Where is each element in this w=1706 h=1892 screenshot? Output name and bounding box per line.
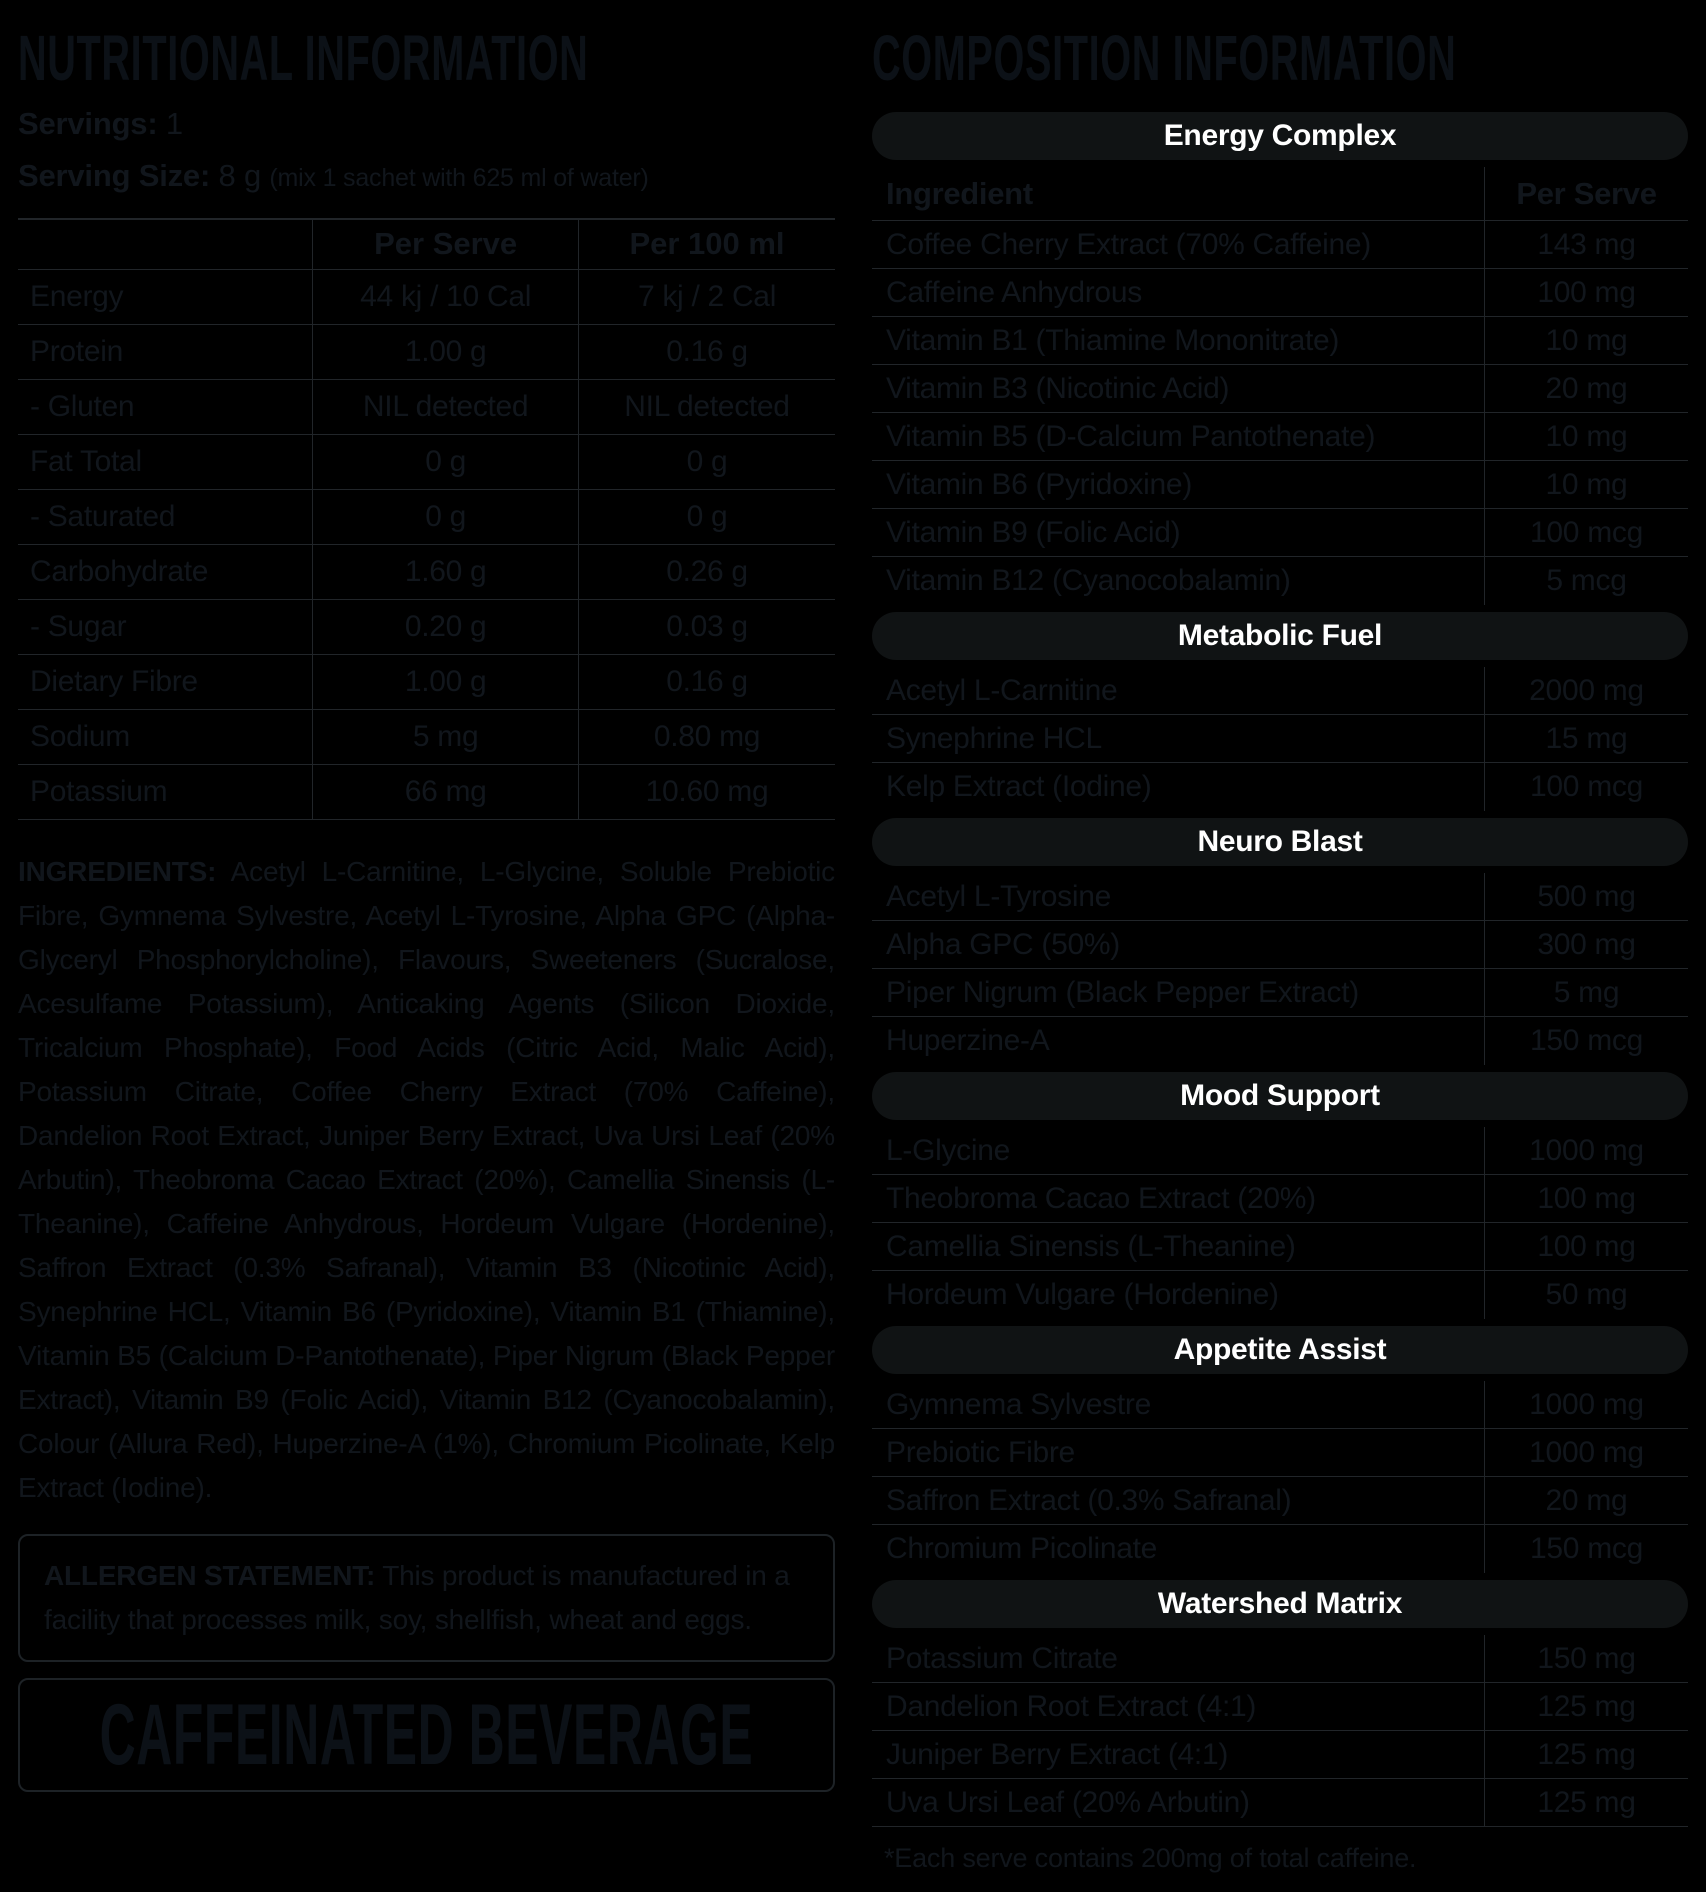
serving-size-label: Serving Size: — [18, 158, 211, 193]
nutrition-cell-label: Energy — [18, 269, 313, 324]
composition-row — [872, 969, 1688, 1017]
composition-col-per-serve: Per Serve — [1484, 167, 1688, 220]
composition-row — [872, 365, 1688, 413]
section-rows-neuro-blast — [872, 873, 1688, 1065]
nutrition-row — [18, 489, 835, 544]
composition-per-serve-value: 5 mg — [1484, 969, 1688, 1016]
composition-sections — [872, 112, 1688, 1827]
section-pill-label: Watershed Matrix — [1157, 1587, 1403, 1620]
servings-value: 1 — [165, 106, 183, 141]
composition-row — [872, 921, 1688, 969]
composition-ingredient-name: Coffee Cherry Extract (70% Caffeine) — [886, 227, 1371, 261]
nutrition-cell-per-serve: 0 g — [313, 434, 579, 489]
nutritional-information-title — [18, 22, 835, 94]
serving-size-note: (mix 1 sachet with 625 ml of water) — [269, 164, 649, 192]
composition-ingredient-name: Vitamin B6 (Pyridoxine) — [886, 467, 1193, 501]
composition-ingredient-name: Kelp Extract (Iodine) — [886, 770, 1152, 803]
composition-ingredient-name: Uva Ursi Leaf (20% Arbutin) — [886, 1785, 1250, 1819]
nutrition-row — [18, 379, 835, 434]
nutrition-cell-per-100ml: 0.16 g — [579, 654, 836, 709]
nutrition-row — [18, 654, 835, 709]
nutrition-cell-per-100ml: 7 kj / 2 Cal — [579, 269, 836, 324]
nutrition-row — [18, 764, 835, 819]
composition-per-serve-value: 50 mg — [1484, 1271, 1688, 1319]
allergen-statement-text: This product is manufactured in a facility that processes milk, soy, shellfish, wheat and eggs. — [44, 1559, 790, 1635]
nutrition-cell-per-serve: 1.60 g — [313, 544, 579, 599]
composition-row — [872, 1271, 1688, 1319]
composition-ingredient-name: L-Glycine — [886, 1133, 1011, 1167]
nutrition-cell-label: - Saturated — [18, 489, 313, 544]
composition-per-serve-value: 300 mg — [1484, 921, 1688, 968]
composition-row — [872, 1525, 1688, 1573]
nutrition-col-blank — [18, 219, 313, 269]
nutrition-cell-label: Protein — [18, 324, 313, 379]
composition-ingredient-name: Hordeum Vulgare (Hordenine) — [886, 1278, 1279, 1311]
composition-row — [872, 413, 1688, 461]
composition-per-serve-value: 100 mg — [1484, 1223, 1688, 1270]
nutrition-cell-label: Carbohydrate — [18, 544, 313, 599]
composition-per-serve-value: 5 mcg — [1484, 557, 1688, 605]
composition-row — [872, 1381, 1688, 1429]
composition-per-serve-value: 1000 mg — [1484, 1381, 1688, 1428]
composition-per-serve-value: 10 mg — [1484, 461, 1688, 508]
composition-per-serve-value: 10 mg — [1484, 413, 1688, 460]
composition-per-serve-value: 150 mcg — [1484, 1017, 1688, 1065]
nutrition-row — [18, 269, 835, 324]
section-pill-energy-complex — [872, 112, 1688, 160]
composition-table-header — [872, 167, 1688, 221]
nutrition-cell-per-serve: 0.20 g — [313, 599, 579, 654]
composition-ingredient-name: Juniper Berry Extract (4:1) — [886, 1737, 1229, 1771]
caffeine-footnote: *Each serve contains 200mg of total caffeine. — [884, 1843, 1417, 1873]
nutrition-cell-label: - Sugar — [18, 599, 313, 654]
composition-ingredient-name: Vitamin B3 (Nicotinic Acid) — [886, 371, 1230, 405]
nutrition-col-per-100ml: Per 100 ml — [579, 219, 836, 269]
nutrition-cell-per-100ml: 0.26 g — [579, 544, 836, 599]
nutrition-cell-per-100ml: 0.16 g — [579, 324, 836, 379]
composition-information-panel — [872, 0, 1688, 1874]
nutrition-cell-per-serve: 0 g — [313, 489, 579, 544]
composition-per-serve-value: 143 mg — [1484, 221, 1688, 268]
serving-size-line — [18, 158, 835, 194]
composition-row — [872, 269, 1688, 317]
composition-ingredient-name: Synephrine HCL — [886, 721, 1102, 755]
section-pill-label: Metabolic Fuel — [1177, 619, 1383, 652]
composition-row — [872, 461, 1688, 509]
nutrition-cell-per-100ml: 10.60 mg — [579, 764, 836, 819]
composition-ingredient-name: Theobroma Cacao Extract (20%) — [886, 1181, 1316, 1215]
composition-per-serve-value: 100 mcg — [1484, 763, 1688, 811]
composition-row — [872, 1223, 1688, 1271]
allergen-statement-label: ALLERGEN STATEMENT: — [44, 1559, 376, 1591]
composition-row — [872, 557, 1688, 605]
section-rows-energy-complex — [872, 221, 1688, 605]
composition-row — [872, 1635, 1688, 1683]
nutrition-table-header-row — [18, 219, 835, 269]
composition-ingredient-name: Vitamin B9 (Folic Acid) — [886, 515, 1181, 549]
section-pill-label: Mood Support — [1180, 1079, 1380, 1112]
composition-ingredient-name: Acetyl L-Tyrosine — [886, 879, 1111, 913]
composition-per-serve-value: 150 mcg — [1484, 1525, 1688, 1573]
composition-row — [872, 715, 1688, 763]
composition-information-title — [872, 22, 1688, 94]
nutrition-cell-per-100ml: 0.80 mg — [579, 709, 836, 764]
section-pill-appetite-assist — [872, 1326, 1688, 1374]
composition-ingredient-name: Prebiotic Fibre — [886, 1435, 1075, 1469]
composition-per-serve-value: 1000 mg — [1484, 1127, 1688, 1174]
composition-per-serve-value: 2000 mg — [1484, 667, 1688, 714]
composition-ingredient-name: Huperzine-A — [886, 1024, 1050, 1057]
composition-ingredient-name: Chromium Picolinate — [886, 1532, 1158, 1565]
composition-row — [872, 1731, 1688, 1779]
nutrition-cell-per-100ml: 0 g — [579, 434, 836, 489]
composition-row — [872, 1683, 1688, 1731]
composition-col-ingredient: Ingredient — [886, 175, 1033, 211]
servings-label: Servings: — [18, 106, 158, 141]
nutrition-cell-per-serve: 44 kj / 10 Cal — [313, 269, 579, 324]
composition-per-serve-value: 125 mg — [1484, 1683, 1688, 1730]
composition-per-serve-value: 125 mg — [1484, 1779, 1688, 1826]
composition-ingredient-name: Vitamin B12 (Cyanocobalamin) — [886, 564, 1291, 597]
section-pill-mood-support — [872, 1072, 1688, 1120]
composition-ingredient-name: Potassium Citrate — [886, 1641, 1118, 1675]
servings-line — [18, 106, 835, 142]
section-pill-metabolic-fuel — [872, 612, 1688, 660]
nutrition-cell-label: Dietary Fibre — [18, 654, 313, 709]
ingredients-text: Acetyl L-Carnitine, L-Glycine, Soluble Prebiotic Fibre, Gymnema Sylvestre, Acetyl L-Tyrosine, Alpha GPC (Alpha-Glyceryl Phosphorylcholine), Flavours, Sweeteners (Sucralose, Acesulfame Potassium), Anticaking Agents (Silicon Dioxide, Tricalcium Phosphate), Food Acids (Citric Acid, Malic Acid), Potassium Citrate, Coffee Cherry Extract (70% Caffeine), Dandelion Root Extract, Juniper Berry Extract, Uva Ursi Leaf (20% Arbutin), Theobroma Cacao Extract (20%), Camellia Sinensis (L-Theanine), Caffeine Anhydrous, Hordeum Vulgare (Hordenine), Saffron Extract (0.3% Safranal), Vitamin B3 (Nicotinic Acid), Synephrine HCL, Vitamin B6 (Pyridoxine), Vitamin B1 (Thiamine), Vitamin B5 (Calcium D-Pantothenate), Piper Nigrum (Black Pepper Extract), Vitamin B9 (Folic Acid), Vitamin B12 (Cyanocobalamin), Colour (Allura Red), Huperzine-A (1%), Chromium Picolinate, Kelp Extract (Iodine). — [18, 855, 835, 1503]
nutrition-cell-label: Fat Total — [18, 434, 313, 489]
nutrition-cell-label: Potassium — [18, 764, 313, 819]
serving-size-value: 8 g — [218, 158, 261, 193]
composition-per-serve-value: 20 mg — [1484, 1477, 1688, 1524]
section-pill-label: Neuro Blast — [1197, 825, 1363, 858]
composition-row — [872, 317, 1688, 365]
nutrition-row — [18, 434, 835, 489]
composition-ingredient-name: Piper Nigrum (Black Pepper Extract) — [886, 975, 1359, 1009]
composition-row — [872, 1779, 1688, 1827]
composition-per-serve-value: 1000 mg — [1484, 1429, 1688, 1476]
composition-ingredient-name: Caffeine Anhydrous — [886, 275, 1142, 309]
composition-row — [872, 873, 1688, 921]
composition-row — [872, 221, 1688, 269]
composition-ingredient-name: Acetyl L-Carnitine — [886, 673, 1118, 707]
nutrition-cell-per-serve: 1.00 g — [313, 324, 579, 379]
nutrition-table-head — [18, 219, 835, 269]
composition-ingredient-name: Saffron Extract (0.3% Safranal) — [886, 1483, 1292, 1517]
composition-per-serve-value: 10 mg — [1484, 317, 1688, 364]
nutrition-cell-label: - Gluten — [18, 379, 313, 434]
nutrition-cell-per-100ml: 0 g — [579, 489, 836, 544]
composition-row — [872, 1017, 1688, 1065]
nutrition-cell-per-100ml: NIL detected — [579, 379, 836, 434]
nutritional-information-panel — [18, 0, 835, 1792]
section-pill-label: Energy Complex — [1163, 119, 1397, 152]
composition-ingredient-name: Alpha GPC (50%) — [886, 927, 1120, 961]
section-pill-neuro-blast — [872, 818, 1688, 866]
nutrition-row — [18, 544, 835, 599]
section-rows-appetite-assist — [872, 1381, 1688, 1573]
composition-ingredient-name: Gymnema Sylvestre — [886, 1387, 1151, 1421]
nutrition-table — [18, 218, 835, 820]
composition-row — [872, 1175, 1688, 1223]
nutrition-cell-per-serve: 1.00 g — [313, 654, 579, 709]
caffeinated-beverage-banner — [18, 1678, 835, 1792]
section-rows-mood-support — [872, 1127, 1688, 1319]
composition-per-serve-value: 500 mg — [1484, 873, 1688, 920]
composition-row — [872, 667, 1688, 715]
composition-ingredient-name: Vitamin B1 (Thiamine Mononitrate) — [886, 323, 1340, 357]
composition-row — [872, 1127, 1688, 1175]
composition-per-serve-value: 100 mcg — [1484, 509, 1688, 556]
composition-row — [872, 509, 1688, 557]
composition-row — [872, 763, 1688, 811]
nutrition-cell-per-serve: 66 mg — [313, 764, 579, 819]
nutrition-cell-label: Sodium — [18, 709, 313, 764]
composition-ingredient-name: Vitamin B5 (D-Calcium Pantothenate) — [886, 419, 1376, 453]
composition-information-title-text: COMPOSITION INFORMATION — [872, 22, 1457, 94]
composition-row — [872, 1429, 1688, 1477]
nutrition-cell-per-serve: 5 mg — [313, 709, 579, 764]
nutrition-row — [18, 709, 835, 764]
composition-per-serve-value: 125 mg — [1484, 1731, 1688, 1778]
composition-per-serve-value: 150 mg — [1484, 1635, 1688, 1682]
composition-per-serve-value: 20 mg — [1484, 365, 1688, 412]
nutrition-cell-per-serve: NIL detected — [313, 379, 579, 434]
nutritional-information-title-text: NUTRITIONAL INFORMATION — [18, 22, 589, 94]
section-rows-metabolic-fuel — [872, 667, 1688, 811]
nutrition-col-per-serve: Per Serve — [313, 219, 579, 269]
ingredients-paragraph — [18, 850, 835, 1510]
nutrition-row — [18, 599, 835, 654]
composition-row — [872, 1477, 1688, 1525]
nutrition-table-body — [18, 269, 835, 819]
allergen-statement-box — [18, 1534, 835, 1662]
nutrition-row — [18, 324, 835, 379]
nutrition-cell-per-100ml: 0.03 g — [579, 599, 836, 654]
composition-per-serve-value: 100 mg — [1484, 269, 1688, 316]
composition-per-serve-value: 100 mg — [1484, 1175, 1688, 1222]
ingredients-label: INGREDIENTS: — [18, 855, 217, 887]
section-pill-label: Appetite Assist — [1173, 1333, 1387, 1366]
composition-ingredient-name: Dandelion Root Extract (4:1) — [886, 1689, 1257, 1723]
caffeinated-beverage-text: CAFFEINATED BEVERAGE — [99, 1686, 754, 1783]
composition-per-serve-value: 15 mg — [1484, 715, 1688, 762]
composition-ingredient-name: Camellia Sinensis (L-Theanine) — [886, 1229, 1296, 1263]
section-rows-watershed-matrix — [872, 1635, 1688, 1827]
section-pill-watershed-matrix — [872, 1580, 1688, 1628]
